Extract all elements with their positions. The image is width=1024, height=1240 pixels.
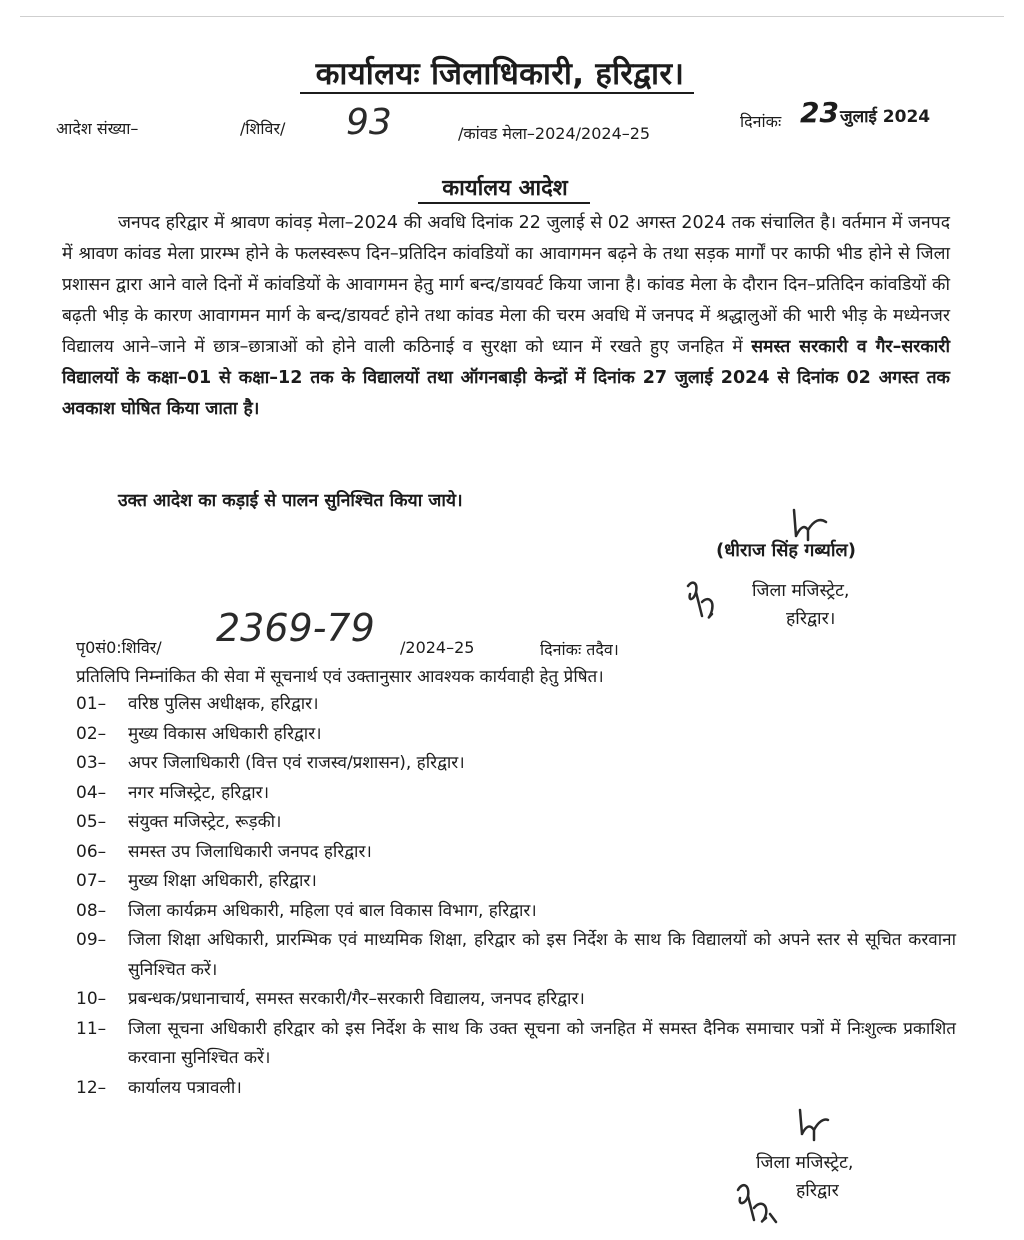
endorsement-ref-suffix: /2024–25 — [400, 638, 475, 657]
endorsement-ref-label: पृ0सं0:शिविर/ — [76, 638, 162, 657]
order-number-label: आदेश संख्या– — [56, 119, 139, 138]
list-item: 11– जिला सूचना अधिकारी हरिद्वार को इस निर्देश के साथ कि उक्त सूचना को जनहित में समस्त दैनिक समाचार पत्रों में निःशुल्क प्रकाशित करवाना सुनिश्चित करें। — [76, 1018, 956, 1068]
order-suffix: /कांवड मेला–2024/2024–25 — [458, 124, 651, 143]
signatory-designation: जिला मजिस्ट्रेट, — [752, 581, 850, 601]
endorsement-date-label: दिनांकः तदैव। — [540, 640, 619, 659]
list-item: 02– मुख्य विकास अधिकारी हरिद्वार। — [76, 723, 322, 744]
endorsement-ref-number-handwritten: 2369-79 — [216, 606, 375, 650]
title-underline — [300, 92, 694, 94]
signatory-place: हरिद्वार। — [786, 609, 836, 629]
list-item: 03– अपर जिलाधिकारी (वित्त एवं राजस्व/प्रशासन), हरिद्वार। — [76, 753, 465, 773]
page-title: कार्यालयः जिलाधिकारी, हरिद्वार। — [315, 56, 685, 92]
footer-signature-handwritten — [730, 1178, 780, 1228]
list-item: 12– कार्यालय पत्रावली। — [76, 1077, 242, 1098]
footer-signatory-designation: जिला मजिस्ट्रेट, — [756, 1153, 854, 1173]
endorsement-intro: प्रतिलिपि निम्नांकित की सेवा में सूचनार्थ एवं उक्तानुसार आवश्यक कार्यवाही हेतु प्रेषित। — [76, 667, 604, 687]
list-item: 07– मुख्य शिक्षा अधिकारी, हरिद्वार। — [76, 871, 317, 891]
order-body-text: जनपद हरिद्वार में श्रावण कांवड़ मेला–2024 की अवधि दिनांक 22 जुलाई से 02 अगस्त 2024 तक संचालित है। वर्तमान में जनपद में श्रावण कांवड मेला प्रारम्भ होने के फलस्वरूप दिन–प्रतिदिन कांवडियों का आवागमन बढ़ने के तथा सड़क मार्गों पर काफी भीड होने से जिला प्रशासन द्वारा आने वाले दिनों में कांवडियों के आवागमन हेतु मार्ग बन्द/डायवर्ट किया जाना है। कांवड मेला के दौरान दिन–प्रतिदिन कांवडियों की बढ़ती भीड़ के कारण आवागमन मार्ग के बन्द/डायवर्ट होने तथा कांवड मेला की चरम अवधि में जनपद में श्रद्धालुओं की भारी भीड़ के मध्येनजर विद्यालय आने–जाने में छात्र–छात्राओं को होने वाली कठिनाई व सुरक्षा को ध्यान में रखते हुए जनहित में — [62, 213, 950, 357]
signature-mark-handwritten — [682, 576, 726, 626]
signatory-name: (धीराज सिंह गर्ब्याल) — [716, 540, 856, 561]
order-body-paragraph — [62, 208, 950, 425]
order-number-handwritten: 93 — [346, 102, 392, 143]
list-item: 10– प्रबन्धक/प्रधानाचार्य, समस्त सरकारी/गैर–सरकारी विद्यालय, जनपद हरिद्वार। — [76, 989, 585, 1009]
list-item: 08– जिला कार्यक्रम अधिकारी, महिला एवं बाल विकास विभाग, हरिद्वार। — [76, 900, 537, 921]
order-date-day-handwritten: 23 — [800, 96, 839, 129]
order-subtitle: कार्यालय आदेश — [442, 176, 568, 201]
order-body-bold-text: समस्त सरकारी व गैर–सरकारी विद्यालयों के कक्षा–01 से कक्षा–12 तक के विद्यालयों तथा ऑगनबाड़ी केन्द्रों में दिनांक 27 जुलाई 2024 से दिनांक 02 अगस्त तक अवकाश घोषित किया जाता है। — [62, 337, 950, 419]
distribution-list — [76, 690, 956, 1103]
top-divider — [20, 16, 1004, 17]
order-date-label: दिनांकः — [740, 112, 782, 131]
order-closing-line: उक्त आदेश का कड़ाई से पालन सुनिश्चित किया जाये। — [118, 491, 463, 511]
footer-signatory-place: हरिद्वार — [796, 1181, 839, 1201]
list-item: 04– नगर मजिस्ट्रेट, हरिद्वार। — [76, 782, 270, 803]
list-item: 06– समस्त उप जिलाधिकारी जनपद हरिद्वार। — [76, 841, 372, 862]
order-date-rest: जुलाई 2024 — [840, 107, 931, 127]
list-item: 09– जिला शिक्षा अधिकारी, प्रारम्भिक एवं माध्यमिक शिक्षा, हरिद्वार को इस निर्देश के साथ कि विद्यालयों को अपने स्तर से सूचित करवाना सुनिश्चित करें। — [76, 930, 956, 980]
subtitle-underline — [418, 202, 590, 204]
order-camp-label: /शिविर/ — [240, 119, 286, 138]
footer-signature-initial — [792, 1106, 832, 1146]
list-item: 01– वरिष्ठ पुलिस अधीक्षक, हरिद्वार। — [76, 694, 319, 714]
list-item: 05– संयुक्त मजिस्ट्रेट, रूड़की। — [76, 812, 282, 832]
